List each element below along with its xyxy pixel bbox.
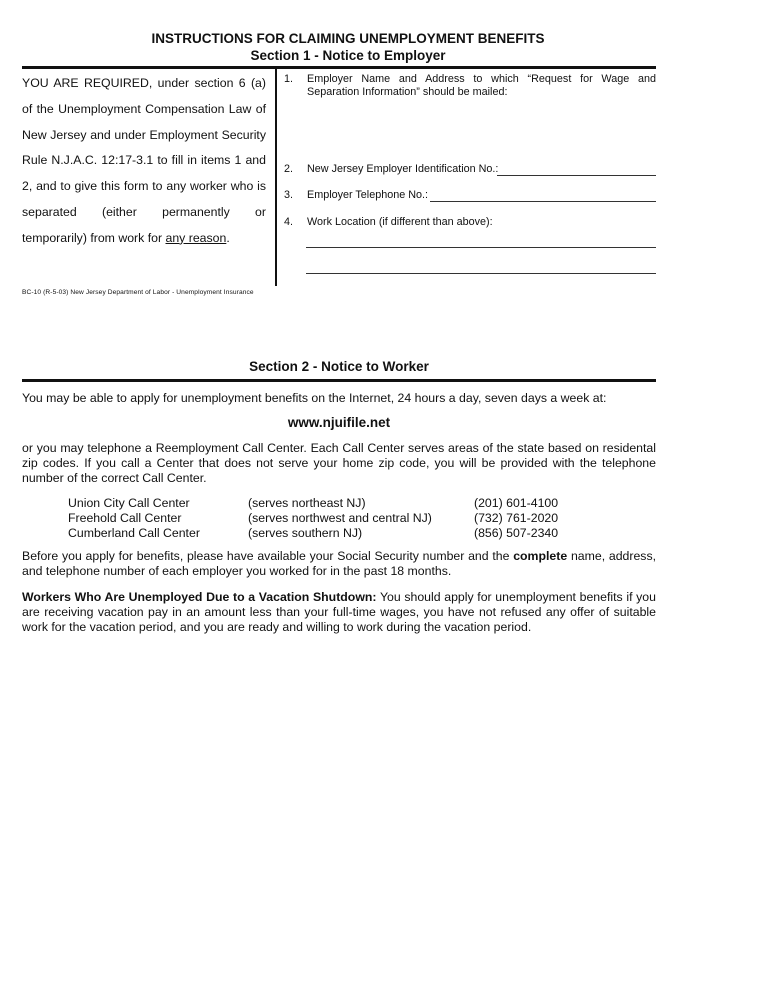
call-center-name: Cumberland Call Center (68, 526, 200, 540)
employer-telephone-field[interactable] (430, 201, 656, 202)
call-center-paragraph: or you may telephone a Reemployment Call Center. Each Call Center serves areas of the state based on residental zip codes. If you call a Center that does not serve your home zip code, you will be provided with the telephone number of the correct Call Center. (22, 441, 656, 486)
call-center-area: (serves northeast NJ) (248, 496, 366, 510)
section1-vertical-divider (275, 68, 277, 286)
employer-telephone-label: Employer Telephone No.: (307, 189, 429, 201)
section1-title: Section 1 - Notice to Employer (250, 48, 446, 63)
item-number: 4. (284, 216, 294, 228)
call-center-name: Freehold Call Center (68, 511, 182, 525)
item-number: 1. (284, 73, 294, 85)
vacation-shutdown-text: You should apply for unemployment benefits if you are receiving vacation pay in an amount less than your full-time wages, you have not refused any offer of suitable work for the vacation period, and you are ready and willing to work during the vacation period. (22, 590, 656, 635)
employer-id-field[interactable] (497, 175, 656, 176)
requirement-text: YOU ARE REQUIRED, under section 6 (a) of the Unemployment Compensation Law of New Jersey and under Employment Security Rule N.J.A.C. 12:17-3.1 to fill in items 1 and 2, and to give this form to any worker who is separated (either permanently or temporarily) from work for (22, 76, 266, 245)
vacation-shutdown-heading: Workers Who Are Unemployed Due to a Vacation Shutdown: (22, 590, 377, 604)
internet-intro: You may be able to apply for unemployment benefits on the Internet, 24 hours a day, seven days a week at: (22, 391, 607, 405)
form-item-1 (284, 73, 656, 101)
any-reason-text: any reason (165, 230, 227, 245)
section1-top-rule (22, 66, 656, 69)
vacation-shutdown-paragraph (22, 590, 656, 636)
work-location-field-line-2[interactable] (306, 273, 656, 274)
employer-requirement-notice (22, 71, 266, 252)
call-center-area: (serves southern NJ) (248, 526, 363, 540)
work-location-label: Work Location (if different than above): (307, 216, 493, 228)
complete-emphasis: complete (513, 549, 568, 563)
work-location-field-line-1[interactable] (306, 247, 656, 248)
requirement-period: . (226, 230, 230, 245)
call-center-phone: (201) 601-4100 (474, 496, 559, 510)
call-center-phone: (856) 507-2340 (474, 526, 559, 540)
before-text-end: name, address, and telephone number of each employer you worked for in the past 18 months. (22, 549, 657, 579)
call-center-phone: (732) 761-2020 (474, 511, 559, 525)
call-center-area: (serves northwest and central NJ) (248, 511, 432, 525)
section2-title: Section 2 - Notice to Worker (249, 359, 429, 374)
employer-name-address-label: Employer Name and Address to which “Request for Wage and Separation Information” should be mailed: (307, 73, 656, 98)
document-title: INSTRUCTIONS FOR CLAIMING UNEMPLOYMENT BENEFITS (151, 31, 545, 46)
call-center-name: Union City Call Center (68, 496, 190, 510)
item-number: 3. (284, 189, 294, 201)
form-item-4 (284, 216, 656, 230)
form-code: BC-10 (R-5-03) New Jersey Department of Labor - Unemployment Insurance (22, 289, 254, 296)
njuifile-link[interactable]: www.njuifile.net (287, 415, 391, 430)
before-you-apply-paragraph (22, 549, 656, 579)
employer-id-label: New Jersey Employer Identification No.: (307, 163, 499, 175)
item-number: 2. (284, 163, 294, 175)
section2-top-rule (22, 379, 656, 382)
before-text: Before you apply for benefits, please have available your Social Security number and the (22, 549, 510, 563)
